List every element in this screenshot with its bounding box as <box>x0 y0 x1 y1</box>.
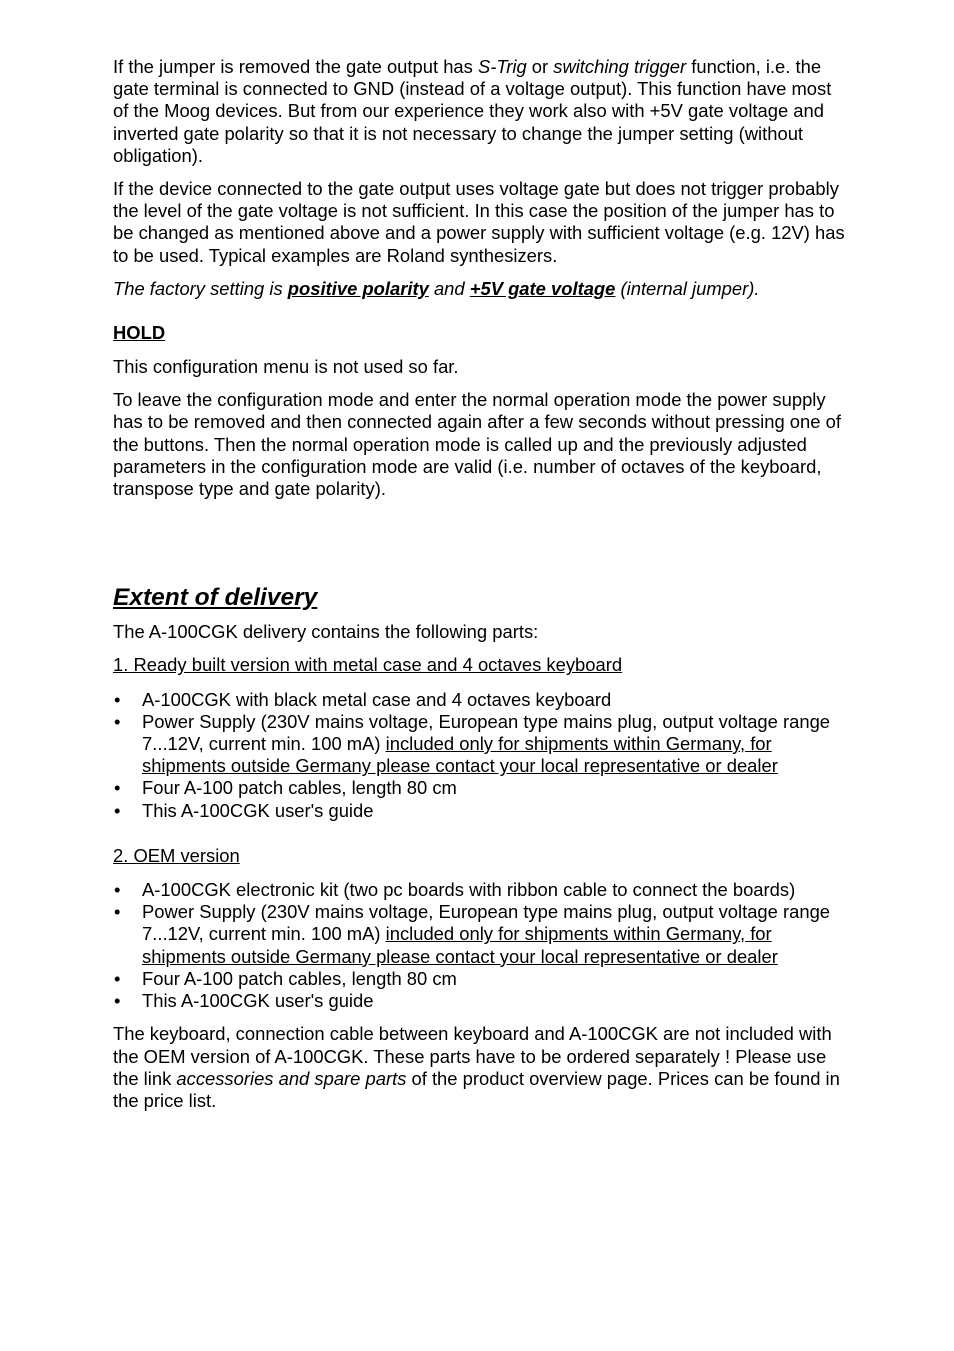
gate-trigger-paragraph: If the jumper is removed the gate output has S-Trig or switching trigger function, i.e. the gate terminal is connected to GND (instead of a voltage output). This function have most of the Moog devices. But from our experience they work also with +5V gate voltage and inverted gate polarity so that it is not necessary to change the jumper setting (without obligation). <box>113 56 832 166</box>
factory-gate-voltage: +5V gate voltage <box>469 277 616 299</box>
hold-heading: HOLD <box>113 322 166 344</box>
shipment-note: included only for shipments within Germany, for shipments outside Germany please contact your local representative or dealer <box>142 923 778 967</box>
s-trig-term: S-Trig <box>477 56 527 77</box>
version1-list <box>113 689 848 822</box>
list-item: • Four A-100 patch cables, length 80 cm <box>113 777 848 799</box>
version2-title: 2. OEM version <box>113 844 240 866</box>
list-item: • Power Supply (230V mains voltage, European type mains plug, output voltage range 7...12V, current min. 100 mA) included only for shipments within Germany, for shipments outside Germany please contact your local representative or dealer <box>113 901 848 968</box>
list-item: • This A-100CGK user's guide <box>113 990 848 1012</box>
list-item: • A-100CGK with black metal case and 4 octaves keyboard <box>113 689 848 711</box>
factory-setting-paragraph: The factory setting is positive polarity and +5V gate voltage (internal jumper). <box>113 277 760 299</box>
version1-title: 1. Ready built version with metal case and 4 octaves keyboard <box>113 654 623 676</box>
list-item: • This A-100CGK user's guide <box>113 800 848 822</box>
shipment-note: included only for shipments within Germany, for shipments outside Germany please contact your local representative or dealer <box>142 733 778 777</box>
factory-polarity: positive polarity <box>287 277 429 299</box>
gate-voltage-paragraph: If the device connected to the gate output uses voltage gate but does not trigger probably the level of the gate voltage is not sufficient. In this case the position of the jumper has to be changed as mentioned above and a power supply with sufficient voltage (e.g. 12V) has to be used. Typical examples are Roland synthesizers. <box>113 178 845 266</box>
oem-closing-paragraph: The keyboard, connection cable between keyboard and A-100CGK are not included with the OEM version of A-100CGK. These parts have to be ordered separately ! Please use the link accessories and spare parts of the product overview page. Prices can be found in the price list. <box>113 1023 840 1111</box>
version2-list <box>113 879 848 1012</box>
list-item: • Power Supply (230V mains voltage, European type mains plug, output voltage range 7...12V, current min. 100 mA) included only for shipments within Germany, for shipments outside Germany please contact your local representative or dealer <box>113 711 848 778</box>
list-item: • Four A-100 patch cables, length 80 cm <box>113 968 848 990</box>
hold-paragraph: This configuration menu is not used so far. <box>113 356 459 378</box>
switching-trigger-term: switching trigger <box>553 56 687 77</box>
delivery-intro: The A-100CGK delivery contains the following parts: <box>113 621 539 643</box>
accessories-link-text: accessories and spare parts <box>176 1067 407 1089</box>
extent-of-delivery-heading: Extent of delivery <box>113 584 318 612</box>
list-item: • A-100CGK electronic kit (two pc boards with ribbon cable to connect the boards) <box>113 879 848 901</box>
leave-config-paragraph: To leave the configuration mode and enter the normal operation mode the power supply has to be removed and then connected again after a few seconds without pressing one of the buttons. Then the normal operation mode is called up and the previously adjusted parameters in the configuration mode are valid (i.e. number of octaves of the keyboard, transpose type and gate polarity). <box>113 389 841 500</box>
page-content <box>113 56 848 1112</box>
